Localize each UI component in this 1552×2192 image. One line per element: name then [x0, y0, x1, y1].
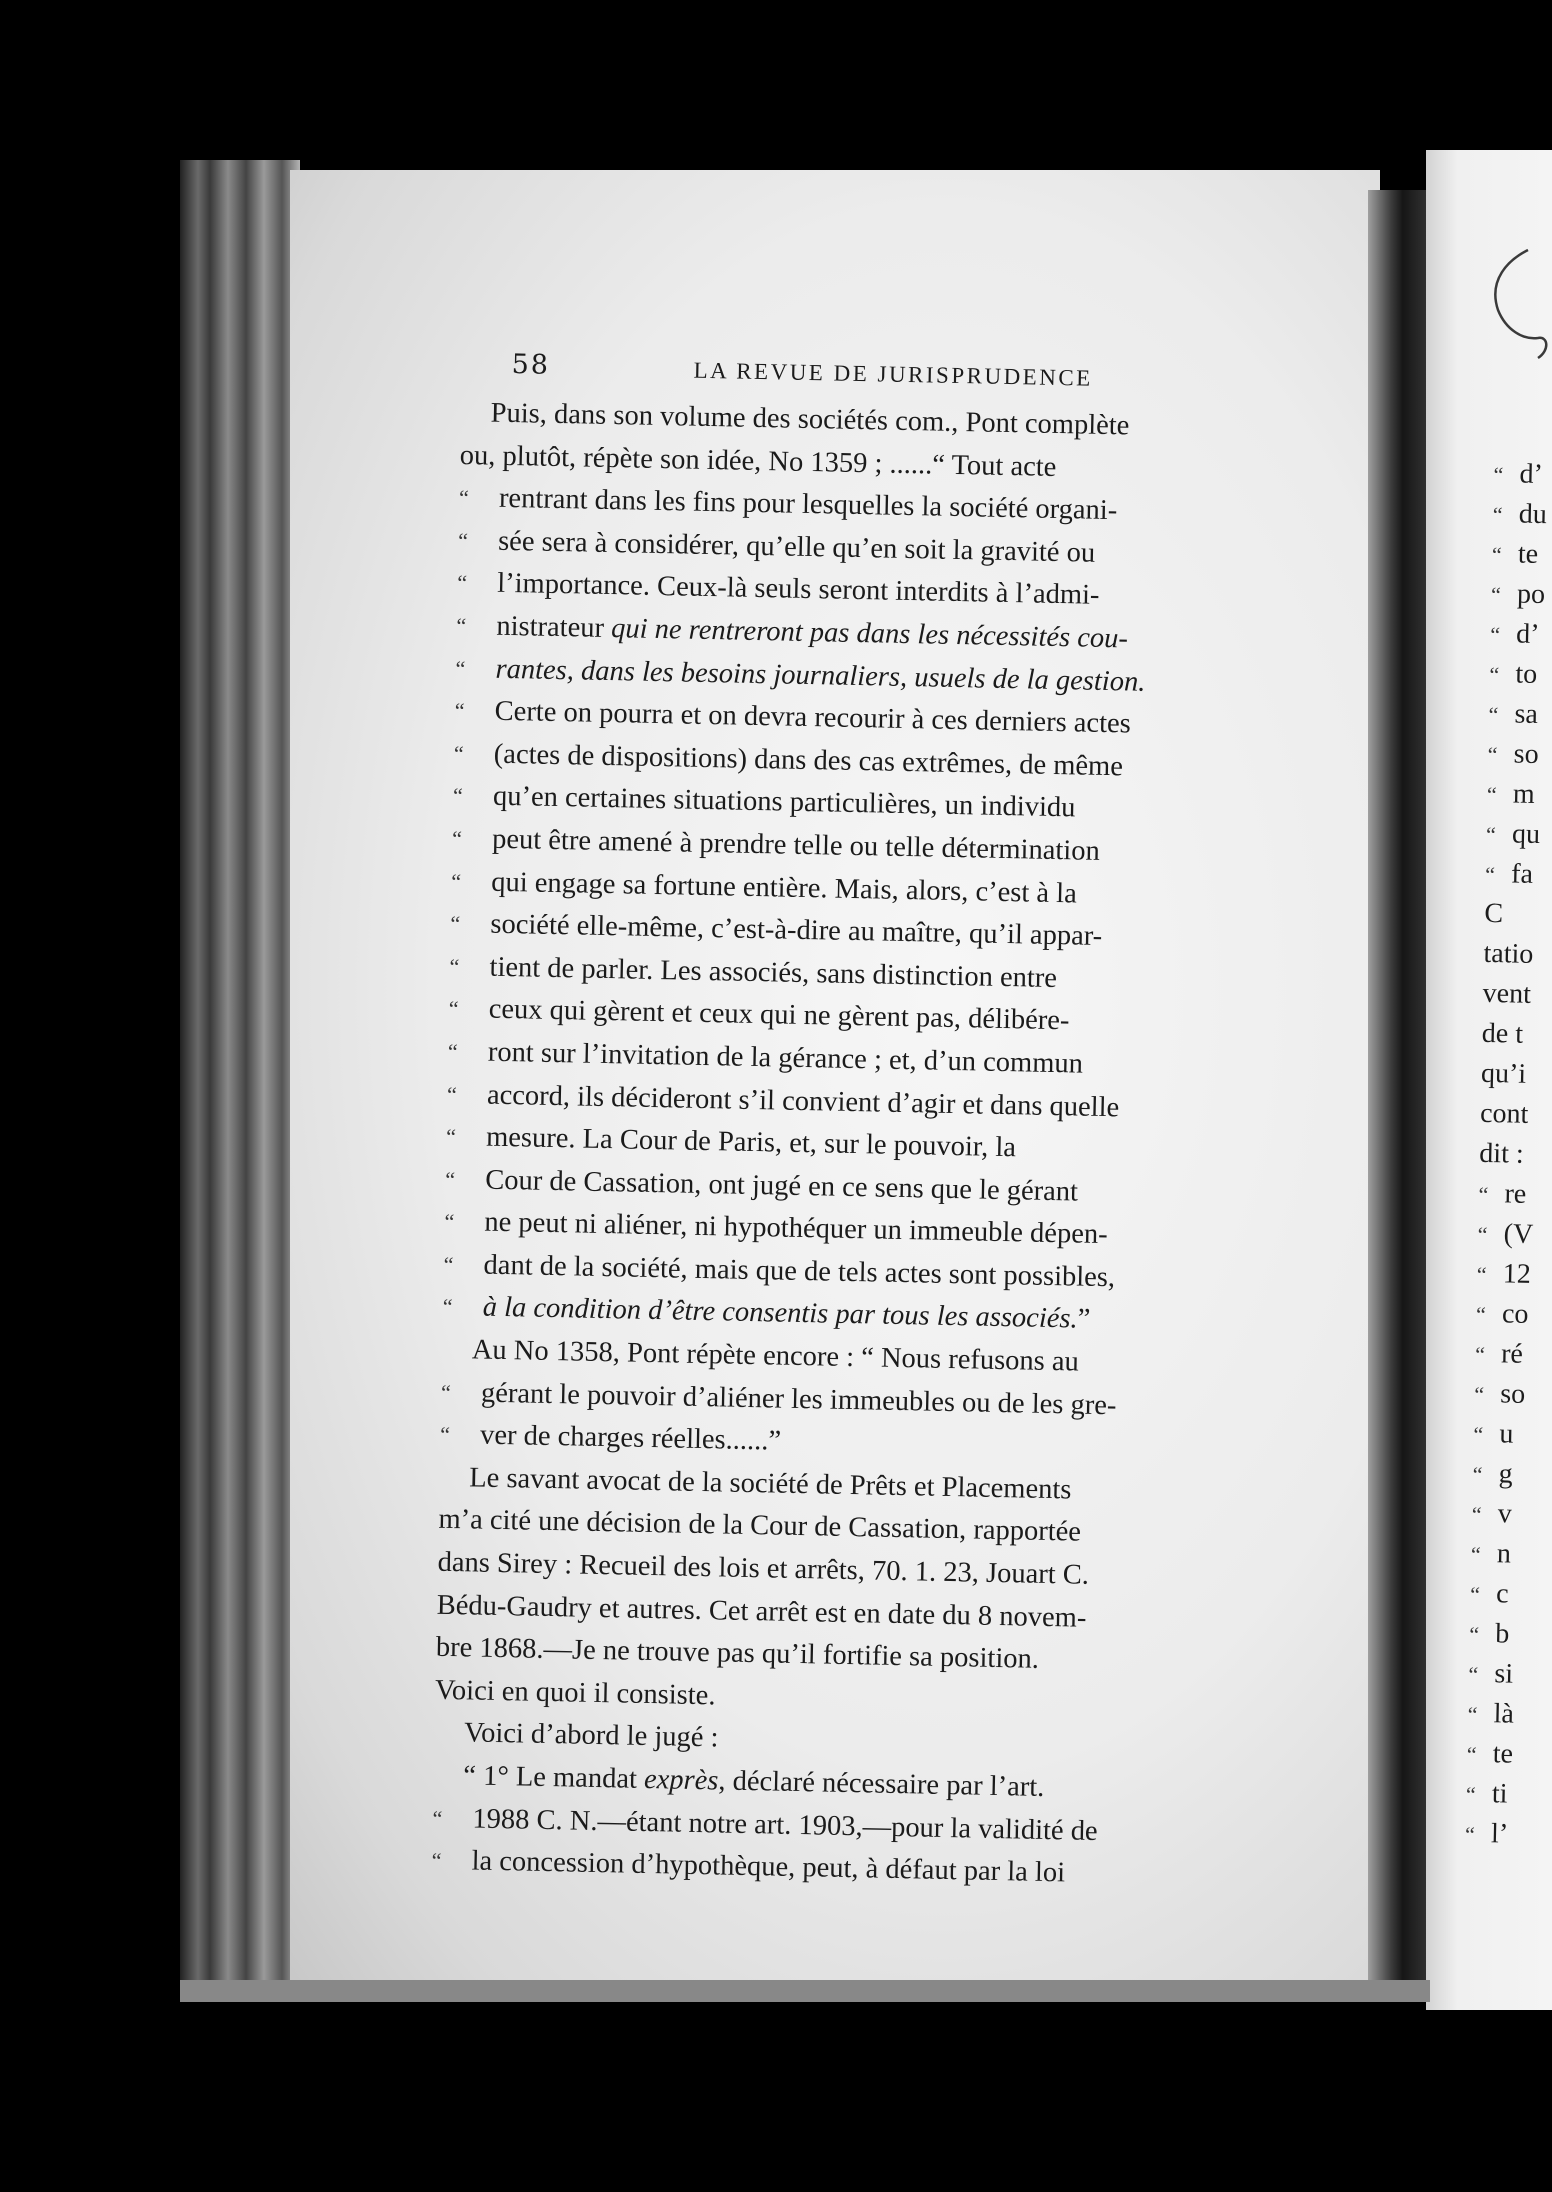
- facing-line-text: d’: [1515, 618, 1540, 650]
- facing-line-text: re: [1504, 1178, 1527, 1210]
- line-text: sée sera à considérer, qu’elle qu’en soit la gravité ou: [497, 525, 1096, 569]
- line-text: ront sur l’invitation de la gérance ; et, d’un commun: [487, 1036, 1084, 1080]
- quote-mark: “: [1471, 1501, 1482, 1527]
- quote-mark: “: [1466, 1741, 1477, 1767]
- facing-line-text: po: [1516, 578, 1546, 611]
- line-text: l’importance. Ceux-là seuls seront interdits à l’admi-: [496, 568, 1100, 612]
- facing-line-text: si: [1494, 1658, 1514, 1690]
- line-text: m’a cité une décision de la Cour de Cassation, rapportée: [438, 1504, 1082, 1549]
- facing-line-text: sa: [1514, 698, 1539, 730]
- line-text: Cour de Cassation, ont jugé en ce sens que le gérant: [484, 1164, 1079, 1208]
- line-text: rentrant dans les fins pour lesquelles la société organi-: [498, 482, 1118, 527]
- quote-mark: “: [443, 1251, 454, 1277]
- quote-mark: “: [1487, 741, 1498, 768]
- facing-line: [1472, 1454, 1531, 1495]
- line-text: dant de la société, mais que de tels actes sont possibles,: [483, 1249, 1116, 1294]
- quote-mark: “: [453, 740, 464, 766]
- quote-mark: “: [456, 612, 467, 639]
- facing-line: [1486, 774, 1545, 815]
- quote-mark: “: [1472, 1461, 1483, 1487]
- quote-mark: “: [1469, 1621, 1480, 1647]
- facing-line-text: qu’i: [1480, 1057, 1527, 1090]
- line-text: ver de charges réelles......”: [479, 1419, 782, 1457]
- facing-line-text: là: [1493, 1698, 1515, 1730]
- line-text-roman: nistrateur: [496, 610, 612, 645]
- quote-mark: “: [1485, 821, 1497, 848]
- quote-mark: “: [1488, 701, 1499, 728]
- line-text: ceux qui gèrent et ceux qui ne gèrent pas, délibére-: [488, 993, 1070, 1037]
- book-gutter: [1368, 190, 1426, 1990]
- facing-line: [1468, 1654, 1527, 1695]
- facing-line-text: C: [1484, 897, 1504, 930]
- line-text: peut être amené à prendre telle ou telle détermination: [491, 823, 1101, 867]
- facing-line: [1471, 1534, 1530, 1575]
- line-text-italic: exprès: [643, 1763, 719, 1797]
- quote-mark: “: [1465, 1781, 1476, 1807]
- facing-line: [1469, 1614, 1528, 1655]
- page-number: 58: [511, 349, 551, 381]
- quote-mark: “: [452, 783, 464, 809]
- line-text: Voici en quoi il consiste.: [434, 1674, 716, 1712]
- facing-line: [1475, 1334, 1534, 1375]
- quote-mark: “: [1478, 1181, 1489, 1208]
- facing-line-text: (V: [1503, 1218, 1534, 1250]
- facing-line: [1470, 1574, 1529, 1615]
- page-stack-edge: [180, 160, 300, 2000]
- line-text: société elle-même, c’est-à-dire au maître, qu’il appar-: [490, 908, 1103, 953]
- quote-mark: “: [1474, 1381, 1485, 1407]
- quote-mark: “: [446, 1081, 458, 1107]
- facing-line-text: 12: [1502, 1258, 1532, 1290]
- line-text: ou, plutôt, répète son idée, No 1359 ; ......“ Tout acte: [459, 439, 1057, 483]
- quote-mark: “: [1490, 581, 1502, 608]
- quote-mark: “: [457, 527, 469, 553]
- facing-line-text: b: [1494, 1618, 1510, 1650]
- quote-mark: “: [451, 868, 462, 894]
- facing-line: [1490, 614, 1549, 655]
- quote-mark: “: [1491, 541, 1502, 568]
- quote-mark: “: [457, 570, 468, 596]
- line-text: Voici d’abord le jugé :: [463, 1717, 719, 1754]
- quote-mark: “: [448, 996, 459, 1022]
- facing-line-text: te: [1517, 538, 1539, 570]
- facing-line-text: n: [1496, 1538, 1512, 1570]
- facing-line: [1471, 1494, 1530, 1535]
- facing-line: [1493, 454, 1552, 495]
- facing-line-text: c: [1495, 1578, 1509, 1610]
- line-text-roman: “ 1° Le mandat: [463, 1760, 645, 1795]
- facing-line: [1474, 1374, 1533, 1415]
- facing-line: [1466, 1774, 1525, 1815]
- facing-line: [1478, 1174, 1537, 1215]
- quote-mark: “: [455, 655, 466, 681]
- facing-line-text: d’: [1519, 458, 1544, 491]
- facing-line: [1486, 814, 1545, 855]
- quote-mark: “: [1486, 781, 1497, 808]
- facing-line: [1476, 1254, 1535, 1295]
- facing-line-text: tatio: [1483, 937, 1534, 970]
- page-bottom-edge: [180, 1980, 1430, 2002]
- facing-line: [1467, 1694, 1526, 1735]
- quote-mark: “: [1484, 861, 1496, 888]
- line-text: Puis, dans son volume des sociétés com., Pont complète: [490, 397, 1130, 442]
- quote-mark: “: [1477, 1221, 1488, 1248]
- facing-line-text: l’: [1490, 1818, 1509, 1850]
- quote-mark: “: [445, 1123, 457, 1150]
- quote-mark: “: [447, 1038, 458, 1064]
- facing-line: [1481, 1054, 1540, 1095]
- line-text: Certe on pourra et on devra recourir à ces derniers actes: [494, 695, 1132, 740]
- facing-line-text: fa: [1510, 858, 1534, 890]
- line-text-roman: ”: [1077, 1304, 1091, 1336]
- facing-line-text: m: [1512, 778, 1535, 810]
- running-title: LA REVUE DE JURISPRUDENCE: [693, 357, 1093, 391]
- facing-line-text: dit :: [1479, 1137, 1525, 1170]
- quote-mark: “: [449, 953, 460, 979]
- quote-mark: “: [451, 825, 463, 852]
- line-text-roman: , déclaré nécessaire par l’art.: [718, 1765, 1045, 1803]
- body-text: [431, 392, 1271, 1899]
- quote-mark: “: [1473, 1421, 1484, 1447]
- facing-line: [1481, 1014, 1540, 1055]
- facing-line-text: te: [1492, 1738, 1514, 1770]
- line-text: bre 1868.—Je ne trouve pas qu’il fortifie sa position.: [435, 1631, 1040, 1676]
- quote-mark: “: [1475, 1301, 1487, 1328]
- quote-mark: “: [1469, 1581, 1481, 1607]
- facing-line-text: u: [1499, 1418, 1514, 1450]
- quote-mark: “: [1468, 1661, 1479, 1687]
- facing-line: [1484, 894, 1543, 935]
- facing-line: [1491, 534, 1550, 575]
- left-page-text: [431, 348, 1272, 1899]
- line-text: (actes de dispositions) dans des cas extrêmes, de même: [493, 738, 1124, 783]
- line-text: 1988 C. N.—étant notre art. 1903,—pour la validité de: [472, 1803, 1098, 1847]
- facing-line-text: so: [1513, 738, 1539, 770]
- facing-line-text: so: [1499, 1378, 1526, 1410]
- facing-line-text: cont: [1479, 1097, 1529, 1130]
- quote-mark: “: [1476, 1261, 1487, 1288]
- facing-line-text: vent: [1482, 977, 1532, 1010]
- facing-line: [1479, 1134, 1538, 1175]
- facing-line-text: du: [1518, 498, 1548, 531]
- line-text: gérant le pouvoir d’aliéner les immeubles ou de les gre-: [480, 1377, 1117, 1421]
- quote-mark: “: [440, 1379, 452, 1405]
- line-text: qu’en certaines situations particulières, un individu: [492, 781, 1076, 824]
- facing-line: [1492, 494, 1551, 535]
- line-text: mesure. La Cour de Paris, et, sur le pouvoir, la: [485, 1121, 1017, 1164]
- facing-line-text: co: [1501, 1298, 1529, 1330]
- facing-line-text: v: [1497, 1498, 1513, 1530]
- quote-mark: “: [445, 1166, 456, 1192]
- facing-line: [1488, 694, 1547, 735]
- quote-mark: “: [1474, 1341, 1486, 1368]
- facing-line-text: de t: [1481, 1017, 1524, 1050]
- facing-line: [1485, 854, 1544, 895]
- line-text: ne peut ni aliéner, ni hypothéquer un immeuble dépen-: [484, 1206, 1108, 1251]
- quote-mark: “: [1489, 661, 1500, 688]
- pencil-mark-icon: [1468, 240, 1552, 370]
- quote-mark: “: [1467, 1701, 1478, 1727]
- line-text-italic: qui ne rentreront pas dans les nécessités cou-: [610, 613, 1129, 655]
- facing-line: [1473, 1414, 1532, 1455]
- line-text: la concession d’hypothèque, peut, à défaut par la loi: [471, 1845, 1066, 1889]
- quote-mark: “: [1464, 1821, 1476, 1847]
- quote-mark: “: [454, 698, 465, 724]
- facing-line-text: qu: [1511, 818, 1541, 851]
- line-text: Bédu-Gaudry et autres. Cet arrêt est en date du 8 novem-: [436, 1589, 1087, 1634]
- facing-line: [1480, 1094, 1539, 1135]
- facing-line: [1487, 734, 1546, 775]
- line-text: qui engage sa fortune entière. Mais, alors, c’est à la: [490, 866, 1078, 909]
- line-text: accord, ils décideront s’il convient d’agir et dans quelle: [486, 1079, 1120, 1123]
- facing-line-text: ré: [1500, 1338, 1524, 1370]
- quote-mark: “: [444, 1209, 455, 1235]
- line-text: dans Sirey : Recueil des lois et arrêts, 70. 1. 23, Jouart C.: [437, 1546, 1090, 1591]
- facing-line: [1476, 1294, 1535, 1335]
- line-text-italic: rantes, dans les besoins journaliers, usuels de la gestion.: [495, 653, 1146, 698]
- facing-line-text: ti: [1491, 1778, 1508, 1810]
- line-text: Au No 1358, Pont répète encore : “ Nous refusons au: [471, 1334, 1080, 1378]
- quote-mark: “: [432, 1805, 443, 1831]
- facing-line: [1483, 934, 1542, 975]
- line-text: Le savant avocat de la société de Prêts et Placements: [469, 1462, 1072, 1506]
- facing-line-text: to: [1515, 658, 1538, 690]
- line-text: tient de parler. Les associés, sans distinction entre: [489, 951, 1058, 994]
- quote-mark: “: [439, 1422, 451, 1448]
- facing-line: [1482, 974, 1541, 1015]
- quote-mark: “: [442, 1294, 453, 1320]
- facing-line: [1477, 1214, 1536, 1255]
- facing-line: [1465, 1814, 1524, 1855]
- facing-line: [1489, 654, 1548, 695]
- quote-mark: “: [1493, 461, 1504, 488]
- quote-mark: “: [1489, 621, 1501, 648]
- quote-mark: “: [1470, 1541, 1481, 1567]
- quote-mark: “: [431, 1847, 442, 1874]
- facing-line: [1491, 574, 1550, 615]
- facing-line-text: g: [1498, 1458, 1513, 1490]
- facing-line: [1466, 1734, 1525, 1775]
- quote-mark: “: [450, 911, 461, 937]
- line-text-italic: à la condition d’être consentis par tous les associés.: [482, 1292, 1078, 1336]
- quote-mark: “: [458, 485, 470, 511]
- quote-mark: “: [1492, 501, 1503, 528]
